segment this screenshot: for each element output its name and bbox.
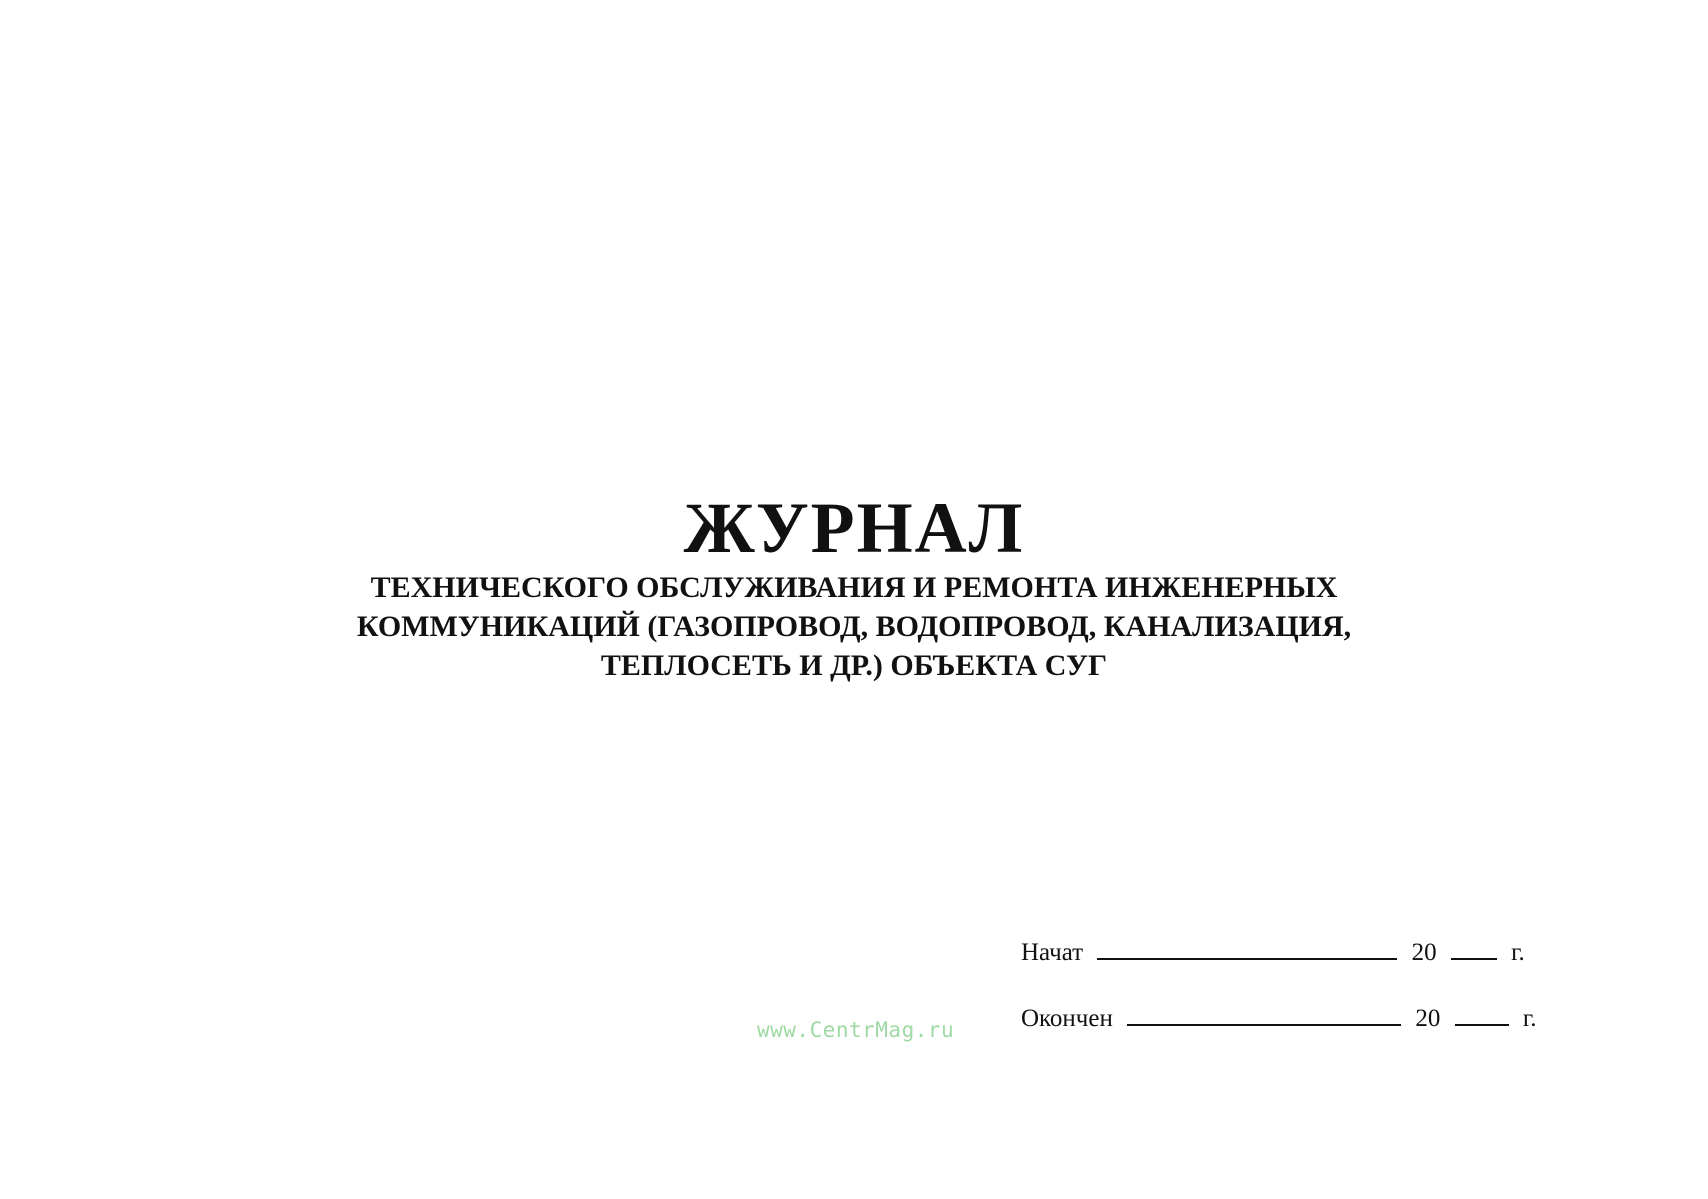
watermark: www.CentrMag.ru [757,1018,955,1042]
start-date-blank[interactable] [1097,936,1397,960]
page-title: ЖУРНАЛ [683,488,1025,568]
title-block [0,488,1708,685]
end-year-prefix: 20 [1415,1005,1441,1032]
start-year-suffix: г. [1511,939,1525,966]
subtitle-line-2: КОММУНИКАЦИЙ (ГАЗОПРОВОД, ВОДОПРОВОД, КАНАЛИЗАЦИЯ, [356,610,1352,643]
end-date-row [1021,1002,1537,1034]
subtitle-line-3: ТЕПЛОСЕТЬ И ДР.) ОБЪЕКТА СУГ [600,649,1108,682]
end-label: Окончен [1021,1005,1113,1032]
end-year-blank[interactable] [1455,1002,1509,1026]
end-date-blank[interactable] [1127,1002,1401,1026]
start-date-row [1021,936,1525,968]
start-year-prefix: 20 [1411,939,1437,966]
end-year-suffix: г. [1522,1005,1537,1032]
start-label: Начат [1021,939,1084,966]
subtitle-line-1: ТЕХНИЧЕСКОГО ОБСЛУЖИВАНИЯ И РЕМОНТА ИНЖЕНЕРНЫХ [370,571,1338,604]
start-year-blank[interactable] [1451,936,1497,960]
